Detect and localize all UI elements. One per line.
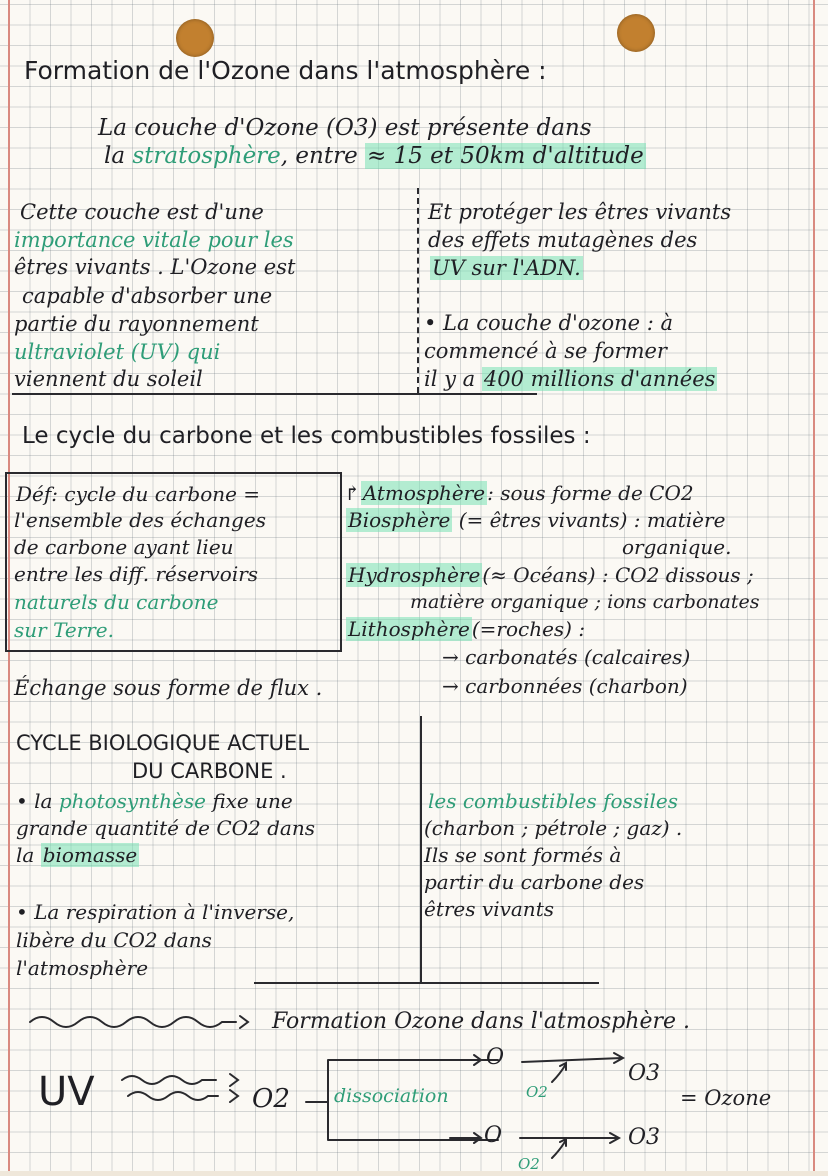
left-line-2: importance vitale pour les [14,228,294,252]
photosynthesis-line: • la photosynthèse fixe une [16,789,293,813]
altitude-range: ≈ 15 et 50km d'altitude [367,143,644,169]
cycle-title-1: CYCLE BIOLOGIQUE ACTUEL [16,731,310,755]
title-carbon-cycle: Le cycle du carbone et les combustibles fossiles : [22,423,591,449]
wavy-arrow-top-icon [30,1016,248,1028]
fossil-line-5: êtres vivants [424,897,554,921]
def-line-5: naturels du carbone [14,590,219,614]
intro-line-1: La couche d'Ozone (O3) est présente dans [98,115,592,141]
o3-product-bottom: O3 [628,1125,661,1150]
uv-wave-arrow-1-icon [122,1074,238,1086]
arrow-o-o3-top-icon [522,1053,623,1063]
ozone-label: = Ozone [680,1086,772,1110]
o3-product-top: O3 [628,1061,661,1086]
exchange-flux: Échange sous forme de flux . [14,676,323,700]
left-line-1: Cette couche est d'une [20,200,264,224]
respiration-line-3: l'atmosphère [16,956,149,980]
uv-wave-arrow-2-icon [128,1090,238,1102]
litho-item-carbonnees: → carbonnées (charbon) [442,674,688,698]
left-line-6: ultraviolet (UV) qui [14,340,221,364]
right-line-1: Et protéger les êtres vivants [428,200,732,224]
cycle-left-line-3: la biomasse [16,843,138,867]
right-bullet-3: il y a 400 millions d'années [424,367,716,391]
o2-reactant: O2 [252,1084,290,1114]
o-atom-top: O [486,1045,505,1070]
reservoir-biosphere: Biosphère (= êtres vivants) : matière [348,508,726,532]
arrow-to-o-bottom-icon [450,1133,481,1143]
fossil-line-4: partir du carbone des [424,870,645,894]
o2-small-bottom: O2 [518,1155,540,1173]
arrow-o-o3-bottom-icon [520,1133,619,1143]
fossil-line-2: (charbon ; pétrole ; gaz) . [424,816,683,840]
intro-la: la [104,143,126,169]
intro-between: , entre [280,143,358,169]
title-ozone: Formation de l'Ozone dans l'atmosphère : [24,56,547,85]
reservoir-hydrosphere: Hydrosphère (≈ Océans) : CO2 dissous ; [348,563,754,587]
left-line-3: êtres vivants . L'Ozone est [14,255,296,279]
o2-join-bottom-icon [552,1139,566,1158]
litho-item-carbonates: → carbonatés (calcaires) [442,645,691,669]
cycle-title-2: DU CARBONE . [132,759,287,783]
right-bullet-2: commencé à se former [424,339,667,363]
left-line-7: viennent du soleil [14,367,203,391]
left-line-4: capable d'absorber une [22,284,273,308]
fossil-line-1: les combustibles fossiles [428,789,678,813]
right-line-3: UV sur l'ADN. [432,256,581,280]
left-line-5: partie du rayonnement [14,312,259,336]
400-million-years: 400 millions d'années [483,367,716,391]
o2-join-top-icon [552,1063,566,1082]
reservoir-lithosphere: Lithosphère (=roches) : [348,617,586,641]
def-line-6: sur Terre. [14,618,114,642]
def-line-1: Déf: cycle du carbone = [16,482,261,506]
formation-ozone-title: Formation Ozone dans l'atmosphère . [272,1009,691,1034]
reservoir-biosphere-2: organique. [622,535,732,559]
respiration-line-1: • La respiration à l'inverse, [16,900,295,924]
reservoir-atmosphere: ↱ Atmosphère : sous forme de CO2 [344,481,694,505]
stratosphere-term: stratosphère [132,143,281,169]
def-line-3: de carbone ayant lieu [14,535,234,559]
right-line-2: des effets mutagènes des [428,228,698,252]
fossil-line-3: Ils se sont formés à [424,843,622,867]
cycle-left-line-2: grande quantité de CO2 dans [16,816,315,840]
respiration-line-2: libère du CO2 dans [16,928,212,952]
o-atom-bottom: O [484,1123,503,1148]
def-line-2: l'ensemble des échanges [14,508,266,532]
uv-label: UV [38,1069,95,1115]
reservoir-hydrosphere-2: matière organique ; ions carbonates [410,591,760,613]
def-line-4: entre les diff. réservoirs [14,562,259,586]
bracket-arrow-icon: ↱ [344,481,361,505]
o2-small-top: O2 [526,1083,548,1101]
right-bullet-1: • La couche d'ozone : à [424,311,673,335]
dissociation-label: dissociation [334,1085,449,1107]
arrow-to-o-top-icon [450,1055,481,1065]
